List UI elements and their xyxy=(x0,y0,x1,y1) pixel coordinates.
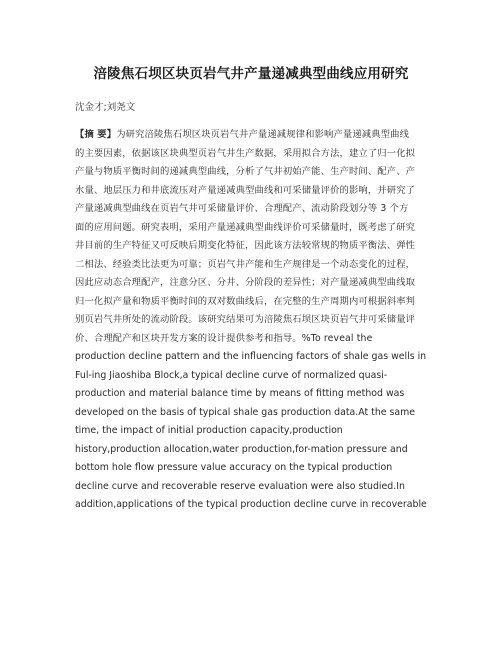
abstract-line xyxy=(75,126,435,145)
abstract-line: 价、合理配产和区块开发方案的设计提供参考和指导。%To reveal the xyxy=(75,332,373,344)
abstract-line-en: bottom hole flow pressure value accuracy on the typical production xyxy=(75,462,393,473)
paper-title: 涪陵焦石坝区块页岩气井产量递减典型曲线应用研究 xyxy=(93,66,409,82)
abstract-line-en: addition,applications of the typical production decline curve in recoverable xyxy=(75,499,427,510)
abstract-line: 归一化拟产量和物质平衡时间的双对数曲线后，在完整的生产周期内可根据斜率判 xyxy=(75,295,416,307)
abstract-line: 产量与物质平衡时间的递减典型曲线，分析了气井初始产能、生产时间、配产、产 xyxy=(75,166,416,177)
paper-abstract xyxy=(75,126,435,515)
abstract-line-en: decline curve and recoverable reserve evaluation were also studied.In xyxy=(75,480,405,492)
abstract-line: 井目前的生产特征又可反映后期变化特征，因此该方法较常规的物质平衡法、弹性 xyxy=(75,240,416,251)
abstract-line: 因此应动态合理配产，注意分区、分井、分阶段的差异性；对产量递减典型曲线取 xyxy=(75,277,416,288)
abstract-line-en: developed on the basis of typical shale gas production data.At the same xyxy=(75,406,416,418)
abstract-tag: 【摘 要】 xyxy=(75,129,117,140)
abstract-line: 的主要因素，依据该区块典型页岩气井生产数据，采用拟合方法，建立了归一化拟 xyxy=(75,147,416,159)
abstract-text: 为研究涪陵焦石坝区块页岩气井产量递减规律和影响产量递减典型曲线 xyxy=(116,129,410,140)
abstract-line-en: Ful-ing Jiaoshiba Block,a typical decline curve of normalized quasi- xyxy=(75,369,388,381)
abstract-line-en: production and material balance time by means of fitting method was xyxy=(75,388,405,399)
abstract-line-en: production decline pattern and the influencing factors of shale gas wells in xyxy=(75,351,427,362)
abstract-line: 水量、地层压力和井底流压对产量递减典型曲线和可采储量评价的影响，并研究了 xyxy=(75,184,416,196)
abstract-line-en: history,production allocation,water production,for-mation pressure and xyxy=(75,443,408,455)
abstract-line: 面的应用问题。研究表明，采用产量递减典型曲线评价可采储量时，既考虑了研究 xyxy=(75,221,416,233)
abstract-line: 二相法、经验类比法更为可靠；页岩气井产能和生产规律是一个动态变化的过程， xyxy=(75,258,416,270)
abstract-line: 产量递减典型曲线在页岩气井可采储量评价、合理配产、流动阶段划分等 3 个方 xyxy=(75,203,409,214)
abstract-line: 别页岩气井所处的流动阶段。该研究结果可为涪陵焦石坝区块页岩气井可采储量评 xyxy=(75,314,416,325)
abstract-line-en: time, the impact of initial production capacity,production xyxy=(75,425,343,436)
paper-authors: 沈金才;刘尧文 xyxy=(75,102,136,113)
